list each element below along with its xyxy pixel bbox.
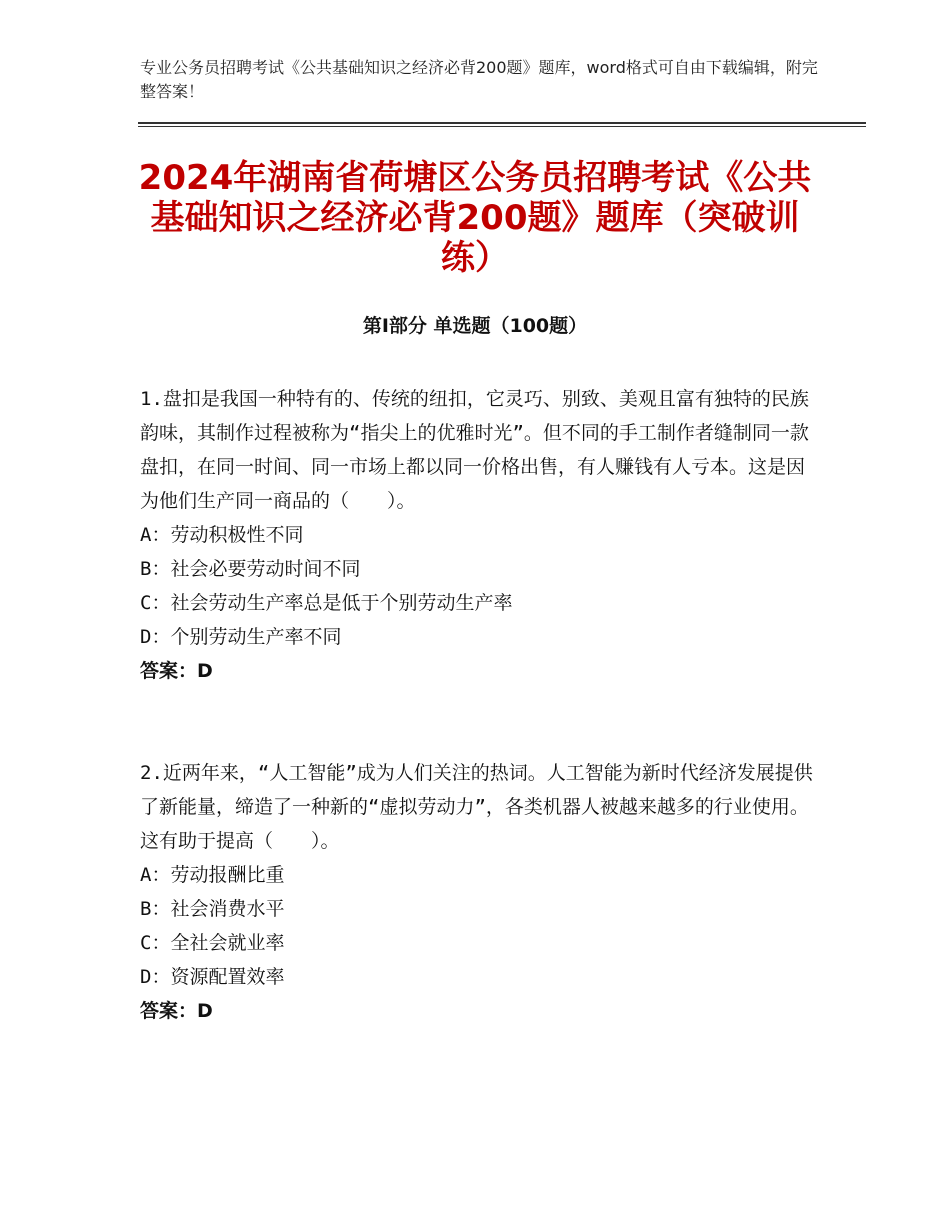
option-b: B：社会必要劳动时间不同 [140,558,361,580]
option-d: D：资源配置效率 [140,966,285,988]
option-a: A：劳动报酬比重 [140,864,285,886]
header-note: 专业公务员招聘考试《公共基础知识之经济必背200题》题库，word格式可自由下载编辑，附完整答案！ [140,58,818,101]
answer-label: 答案：D [140,1000,213,1022]
option-c: C：社会劳动生产率总是低于个别劳动生产率 [140,592,513,614]
option-b: B：社会消费水平 [140,898,285,920]
option-a: A：劳动积极性不同 [140,524,304,546]
question-2 [140,756,820,1028]
question-stem: 1.盘扣是我国一种特有的、传统的纽扣，它灵巧、别致、美观且富有独特的民族韵味，其制作过程被称为“指尖上的优雅时光”。但不同的手工制作者缝制同一款盘扣，在同一时间、同一市场上都以同一价格出售，有人赚钱有人亏本。这是因为他们生产同一商品的（ ）。 [140,388,809,512]
answer-label: 答案：D [140,660,213,682]
header-divider-thick [138,122,866,124]
question-1 [140,382,820,688]
question-stem: 2.近两年来，“人工智能”成为人们关注的热词。人工智能为新时代经济发展提供了新能量，缔造了一种新的“虚拟劳动力”，各类机器人被越来越多的行业使用。这有助于提高（ ）。 [140,762,813,852]
document-title: 2024年湖南省荷塘区公务员招聘考试《公共基础知识之经济必背200题》题库（突破训练） [138,158,812,278]
option-d: D：个别劳动生产率不同 [140,626,342,648]
section-title: 第Ⅰ部分 单选题（100题） [362,315,588,337]
header-divider-thin [138,126,866,127]
option-c: C：全社会就业率 [140,932,285,954]
